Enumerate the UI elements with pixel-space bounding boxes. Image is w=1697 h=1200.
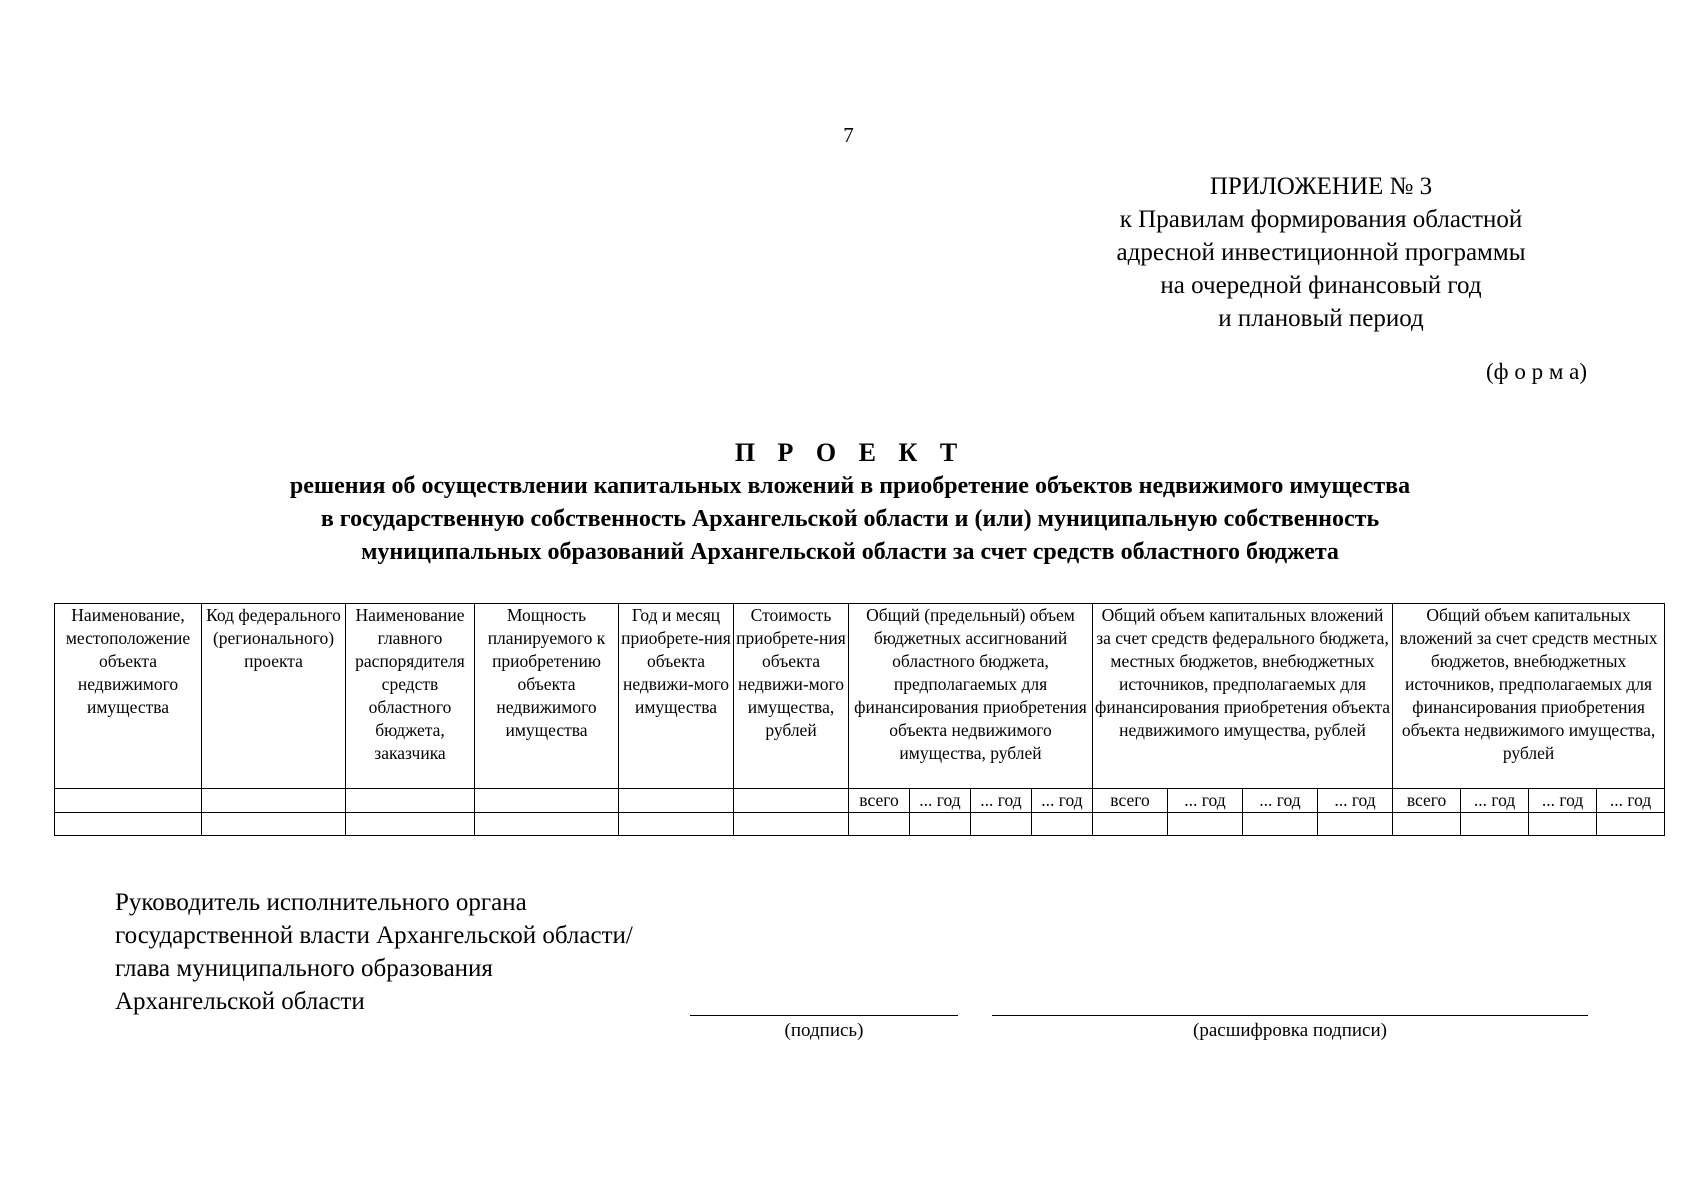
appendix-line: на очередной финансовый год [1160,272,1482,299]
subheader-total: всего [849,789,910,813]
appendix-line: адресной инвестиционной программы [1116,239,1526,266]
empty-cell [619,789,734,813]
header-acquisition-cost: Стоимость приобрете-ния объекта недвижи-мого имущества, рублей [734,604,849,789]
table-cell [1243,813,1318,836]
table-cell [1393,813,1461,836]
subtitle-line: муниципальных образований Архангельской области за счет средств областного бюджета [361,539,1339,565]
empty-cell [55,789,202,813]
subheader-total: всего [1093,789,1168,813]
table-cell [1529,813,1597,836]
table-row [55,813,1665,836]
empty-cell [202,789,346,813]
subtitle-line: решения об осуществлении капитальных вложений в приобретение объектов недвижимого имущества [289,473,1411,499]
subtitle-line: в государственную собственность Архангельской области и (или) муниципальную собственность [320,506,1380,532]
header-object-name: Наименование, местоположение объекта недвижимого имущества [55,604,202,789]
table-cell [202,813,346,836]
table-cell [1032,813,1093,836]
empty-cell [475,789,619,813]
subheader-year: ... год [1168,789,1243,813]
signature-decode-line [992,1015,1588,1016]
table-cell [910,813,971,836]
page-number: 7 [843,123,854,147]
signatory-block [115,886,633,1018]
appendix-line: и плановый период [1218,305,1424,332]
header-budget-manager: Наименование главного распорядителя средств областного бюджета, заказчика [346,604,475,789]
header-project-code: Код федерального (регионального) проекта [202,604,346,789]
table-cell [619,813,734,836]
appendix-line: к Правилам формирования областной [1119,206,1523,233]
subheader-row [55,789,1665,813]
signatory-line: Руководитель исполнительного органа [115,889,527,916]
subheader-year: ... год [1461,789,1529,813]
form-table [54,603,1665,836]
form-mark: (ф о р м а) [1486,359,1587,384]
signatory-line: государственной власти Архангельской области/ [115,922,633,949]
subheader-year: ... год [1597,789,1665,813]
table-cell [55,813,202,836]
subheader-year: ... год [1318,789,1393,813]
subheader-total: всего [1393,789,1461,813]
table-cell [849,813,910,836]
empty-cell [346,789,475,813]
table-cell [971,813,1032,836]
subheader-year: ... год [910,789,971,813]
subheader-year: ... год [1243,789,1318,813]
table-cell [1318,813,1393,836]
subheader-year: ... год [1032,789,1093,813]
document-subtitle [100,470,1600,569]
table-cell [1093,813,1168,836]
table-cell [1597,813,1665,836]
empty-cell [734,789,849,813]
header-local-extrabudget-funds: Общий объем капитальных вложений за счет средств местных бюджетов, внебюджетных источников, предполагаемых для финансирования приобретения объекта недвижимого имущества, рублей [1393,604,1665,789]
signature-caption: (подпись) [784,1020,864,1041]
header-federal-local-funds: Общий объем капитальных вложений за счет средств федерального бюджета, местных бюджетов, внебюджетных источников, предполагаемых для финансирования приобретения объекта недвижимого имущества, рублей [1093,604,1393,789]
title-block [100,436,1600,569]
document-title: П Р О Е К Т [734,438,966,467]
signatory-line: глава муниципального образования [115,955,493,982]
table-cell [734,813,849,836]
signature-line [690,1015,958,1016]
signature-decode-caption: (расшифровка подписи) [1193,1020,1387,1041]
appendix-line: ПРИЛОЖЕНИЕ № 3 [1209,173,1433,200]
subheader-year: ... год [971,789,1032,813]
appendix-block [1080,170,1562,335]
subheader-year: ... год [1529,789,1597,813]
table-cell [346,813,475,836]
header-capacity: Мощность планируемого к приобретению объекта недвижимого имущества [475,604,619,789]
table-cell [1168,813,1243,836]
table-cell [1461,813,1529,836]
header-acquisition-date: Год и месяц приобрете-ния объекта недвижи-мого имущества [619,604,734,789]
signatory-line: Архангельской области [115,988,365,1015]
table-cell [475,813,619,836]
header-regional-budget: Общий (предельный) объем бюджетных ассигнований областного бюджета, предполагаемых для финансирования приобретения объекта недвижимого имущества, рублей [849,604,1093,789]
